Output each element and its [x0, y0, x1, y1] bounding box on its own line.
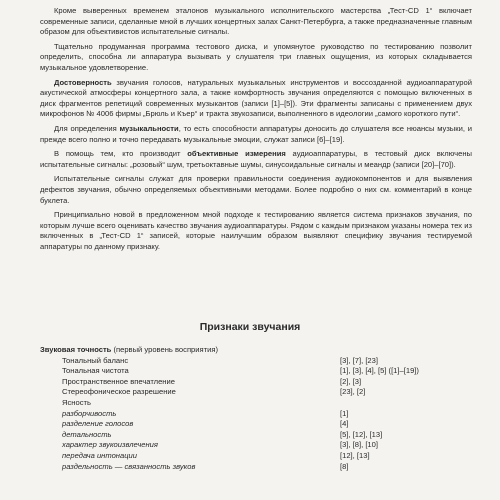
paragraph: Кроме выверенных временем эталонов музыкального исполнительского мастерства „Тест-CD 1“ включает современные записи, сделанные мной в лучших концертных залах Санкт-Петербурга, а также предназначенные главным образом для объективистов испытательные сигналы.	[40, 6, 472, 37]
paragraph: Испытательные сигналы служат для проверки правильности соединения аудиокомпонентов и для выявления дефектов звучания, обычно определяемых объективными методами. Более подробно о них см. комментарий в конце буклета.	[40, 174, 472, 205]
paragraph: Для определения музыкальности, то есть способности аппаратуры доносить до слушателя все нюансы музыки, и прежде всего полно и точно передавать музыкальные эмоции, служат записи [6]–[19].	[40, 123, 472, 144]
feature-row: Ясность	[62, 397, 91, 407]
section-title: Признаки звучания	[199, 321, 301, 333]
paragraph: Тщательно продуманная программа тестового диска, и упомянутое руководство по тестированию позволит определить, способна ли аппаратура вызывать у слушателя три главных ощущения, из которых складывается музыкальное удовлетворение.	[40, 41, 472, 72]
body-text	[40, 6, 472, 256]
feature-subrow: разделение голосов [4]	[62, 419, 349, 429]
features-list	[40, 345, 470, 472]
feature-subrow: передача интонации [12], [13]	[62, 450, 370, 460]
feature-row: Стереофоническое разрешение [23], [2]	[62, 387, 366, 397]
feature-row: Пространственное впечатление [2], [3]	[62, 376, 362, 386]
paragraph: В помощь тем, кто производит объективные измерения аудиоаппаратуры, в тестовый диск включены испытательные сигналы: „розовый“ шум, третьоктавные шумы, синусоидальные сигналы и меандр (записи [20]–[70]).	[40, 149, 472, 169]
feature-group-heading: Звуковая точность (первый уровень восприятия)	[40, 345, 218, 354]
feature-subrow: разборчивость [1]	[62, 408, 349, 418]
feature-row: Тональный баланс [3], [7], [23]	[62, 355, 378, 365]
paragraph: Принципиально новой в предложенном мной подходе к тестированию является система признаков звучания, по которым лучше всего оценивать качество звучания аудиоаппаратуры. Рядом с каждым признаком указаны номера тех из включенных в „Тест-CD 1“ записей, которые наилучшим образом выявляют специфику звучания тестируемой аппаратуры по данному признаку.	[40, 210, 472, 251]
feature-subrow: детальность [5], [12], [13]	[62, 429, 383, 439]
feature-subrow: раздельность — связанность звуков [8]	[62, 461, 349, 471]
paragraph: Достоверность звучания голосов, натуральных музыкальных инструментов и воссозданной аудиоаппаратурой акустической атмосферы концертного зала, а также комфортность звучания определяются с помощью включенных в диск фрагментов репетиций современных музыкантов (записи [1]–[5]). Эти фрагменты записаны с применением двух микрофонов № 4006 фирмы „Брюль и Къер“ и тракта звукозаписи, выполненного в идеологии „самого короткого пути“.	[40, 77, 472, 119]
feature-row: Тональная чистота [1], [3], [4], [5] ([1]–[19])	[62, 366, 419, 376]
feature-subrow: характер звукоизвлечения [3], [8], [10]	[62, 440, 378, 450]
